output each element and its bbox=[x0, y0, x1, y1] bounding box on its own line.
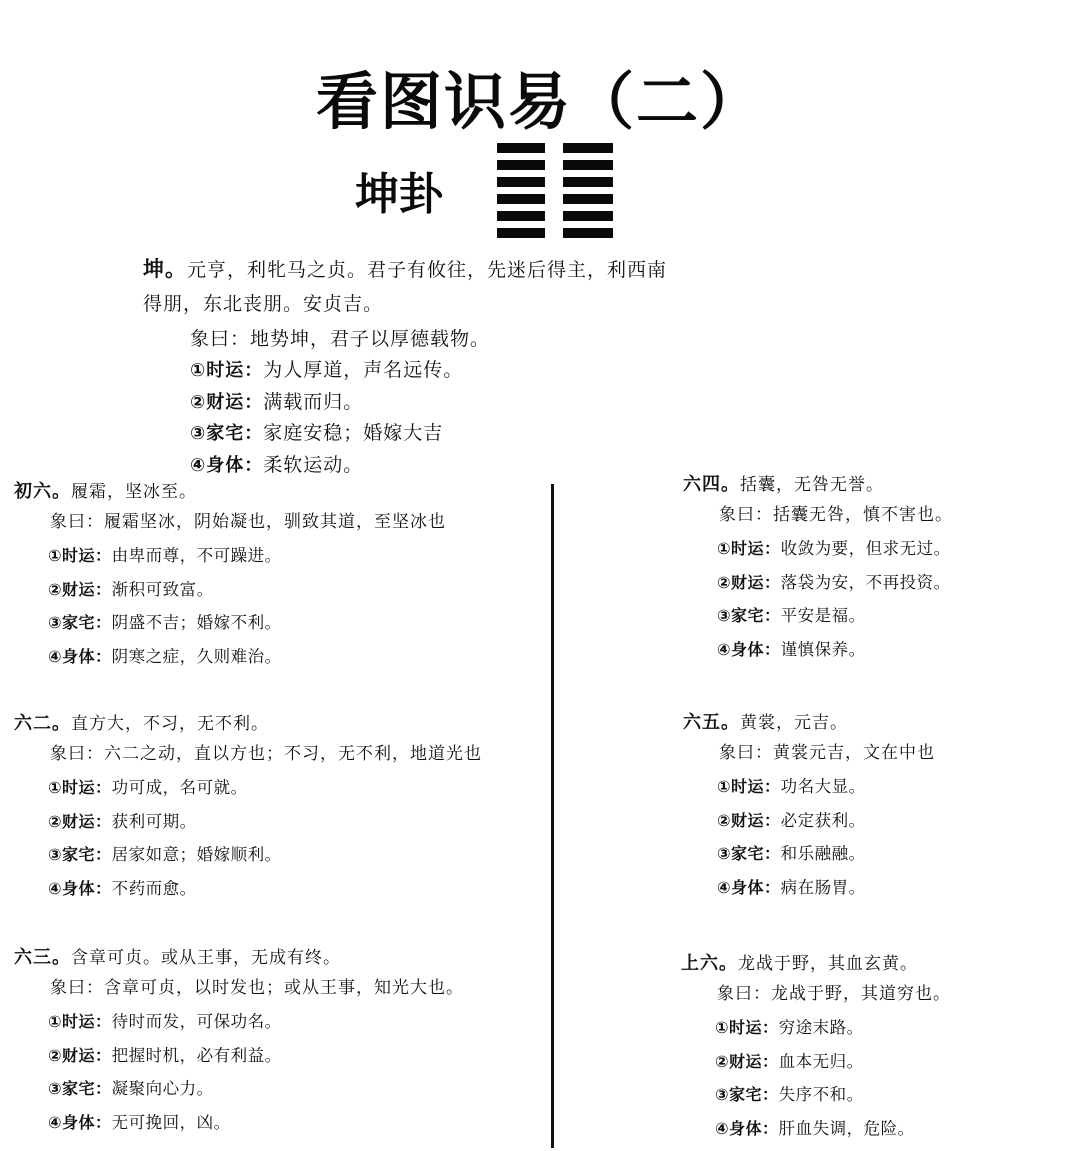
fortune-text: 收敛为要，但求无过。 bbox=[780, 539, 951, 558]
fortune-label: ②财运： bbox=[48, 1045, 112, 1065]
line-section-shang-liu bbox=[681, 950, 1071, 1145]
yin-line-6-left bbox=[497, 143, 545, 153]
fortune-label: ④身体： bbox=[717, 877, 781, 897]
line-text: 直方大，不习，无不利。 bbox=[71, 714, 269, 734]
fortune-item-home bbox=[715, 1078, 1071, 1112]
fortune-text: 居家如意；婚嫁顺利。 bbox=[111, 845, 282, 864]
line-fortune-list bbox=[717, 532, 1073, 666]
line-name: 六三。 bbox=[14, 947, 71, 968]
line-xiang: 象曰：含章可贞，以时发也；或从王事，知光大也。 bbox=[50, 978, 464, 998]
fortune-item-luck bbox=[190, 355, 903, 387]
line-fortune-list bbox=[48, 1005, 534, 1139]
fortune-item-home bbox=[48, 838, 534, 872]
fortune-text: 把握时机，必有利益。 bbox=[111, 1045, 282, 1065]
judgment-text bbox=[143, 252, 903, 321]
line-name: 六四。 bbox=[683, 474, 740, 495]
line-section-chu-liu bbox=[14, 478, 534, 673]
fortune-item-health bbox=[48, 1106, 534, 1140]
fortune-label: ①时运： bbox=[48, 1012, 112, 1031]
fortune-text: 和乐融融。 bbox=[780, 844, 866, 863]
line-name: 初六。 bbox=[14, 481, 71, 502]
fortune-label: ①时运： bbox=[190, 360, 264, 381]
fortune-item-health bbox=[717, 871, 1073, 905]
fortune-item-health bbox=[717, 633, 1073, 667]
fortune-item-luck bbox=[48, 539, 534, 573]
fortune-text: 必定获利。 bbox=[780, 810, 866, 830]
yin-line-4-left bbox=[497, 177, 545, 187]
fortune-item-health bbox=[48, 872, 534, 906]
judgment-text-line-2: 得朋，东北丧朋。安贞吉。 bbox=[143, 293, 384, 315]
fortune-text: 病在肠胃。 bbox=[780, 877, 866, 897]
line-text: 龙战于野，其血玄黄。 bbox=[738, 954, 918, 974]
fortune-label: ①时运： bbox=[717, 777, 781, 796]
hexagram-name: 坤卦 bbox=[355, 169, 443, 220]
fortune-item-luck bbox=[48, 1005, 534, 1039]
fortune-item-wealth bbox=[48, 805, 534, 839]
fortune-label: ①时运： bbox=[717, 539, 781, 558]
yin-line-2-right bbox=[563, 211, 613, 221]
yin-line-5-right bbox=[563, 160, 613, 170]
fortune-item-wealth bbox=[717, 566, 1073, 600]
fortune-label: ④身体： bbox=[715, 1118, 779, 1138]
fortune-text: 平安是福。 bbox=[780, 606, 866, 625]
line-statement bbox=[14, 944, 534, 972]
judgment-xiang: 象曰：地势坤，君子以厚德载物。 bbox=[190, 328, 491, 350]
line-text: 履霜，坚冰至。 bbox=[71, 482, 197, 502]
fortune-label: ②财运： bbox=[715, 1051, 779, 1071]
line-xiang: 象曰：履霜坚冰，阴始凝也，驯致其道，至坚冰也 bbox=[50, 512, 446, 532]
fortune-label: ③家宅： bbox=[48, 1079, 112, 1098]
line-xiang: 象曰：括囊无咎，慎不害也。 bbox=[719, 505, 953, 525]
fortune-text: 功可成，名可就。 bbox=[111, 778, 248, 797]
fortune-text: 落袋为安，不再投资。 bbox=[780, 572, 951, 592]
hexagram-judgment-section bbox=[143, 252, 903, 481]
fortune-text: 功名大显。 bbox=[780, 777, 866, 796]
judgment-fortune-list bbox=[190, 355, 903, 481]
fortune-item-home bbox=[717, 837, 1073, 871]
page-title: 看图识易（二） bbox=[315, 65, 764, 138]
fortune-text: 穷途末路。 bbox=[778, 1018, 864, 1037]
yin-line-4-right bbox=[563, 177, 613, 187]
fortune-item-wealth bbox=[717, 804, 1073, 838]
fortune-text: 阴盛不吉；婚嫁不利。 bbox=[111, 613, 282, 632]
fortune-item-luck bbox=[48, 771, 534, 805]
fortune-item-luck bbox=[717, 770, 1073, 804]
fortune-label: ②财运： bbox=[48, 811, 112, 831]
line-text: 黄裳，元吉。 bbox=[740, 713, 848, 733]
fortune-text: 无可挽回，凶。 bbox=[111, 1112, 231, 1132]
column-divider bbox=[551, 484, 554, 1148]
line-name: 上六。 bbox=[681, 953, 738, 974]
line-section-liu-san bbox=[14, 944, 534, 1139]
fortune-text: 谨慎保养。 bbox=[780, 639, 866, 659]
fortune-item-wealth bbox=[48, 1039, 534, 1073]
line-text: 含章可贞。或从王事，无成有终。 bbox=[71, 948, 341, 968]
fortune-label: ④身体： bbox=[48, 878, 112, 898]
fortune-label: ②财运： bbox=[190, 391, 264, 413]
fortune-text: 获利可期。 bbox=[111, 811, 197, 831]
fortune-text: 血本无归。 bbox=[778, 1051, 864, 1071]
fortune-text: 柔软运动。 bbox=[263, 453, 364, 476]
yin-line-1-left bbox=[497, 228, 545, 238]
line-statement bbox=[683, 709, 1073, 737]
fortune-label: ④身体： bbox=[717, 639, 781, 659]
line-statement bbox=[683, 471, 1073, 499]
fortune-item-home bbox=[190, 418, 903, 450]
fortune-label: ①时运： bbox=[715, 1018, 779, 1037]
fortune-label: ③家宅： bbox=[715, 1085, 779, 1104]
fortune-item-luck bbox=[717, 532, 1073, 566]
fortune-item-home bbox=[48, 606, 534, 640]
line-section-liu-er bbox=[14, 710, 534, 905]
fortune-label: ③家宅： bbox=[717, 606, 781, 625]
fortune-text: 阴寒之症，久则难治。 bbox=[111, 646, 282, 666]
judgment-text-line-1: 元亨，利牝马之贞。君子有攸往，先迷后得主，利西南 bbox=[187, 259, 668, 281]
line-text: 括囊，无咎无誉。 bbox=[740, 475, 884, 495]
fortune-text: 渐积可致富。 bbox=[111, 579, 214, 599]
fortune-label: ③家宅： bbox=[190, 423, 264, 445]
fortune-text: 待时而发，可保功名。 bbox=[111, 1012, 282, 1031]
fortune-item-home bbox=[717, 599, 1073, 633]
line-xiang: 象曰：龙战于野，其道穷也。 bbox=[717, 984, 951, 1004]
line-section-liu-wu bbox=[683, 709, 1073, 904]
line-name: 六五。 bbox=[683, 712, 740, 733]
fortune-label: ④身体： bbox=[48, 646, 112, 666]
fortune-text: 失序不和。 bbox=[778, 1085, 864, 1104]
fortune-label: ③家宅： bbox=[48, 845, 112, 864]
line-xiang: 象曰：黄裳元吉，文在中也 bbox=[719, 743, 935, 763]
judgment-name: 坤。 bbox=[143, 256, 187, 281]
fortune-item-wealth bbox=[48, 573, 534, 607]
yin-line-3-left bbox=[497, 194, 545, 204]
fortune-text: 不药而愈。 bbox=[111, 878, 197, 898]
fortune-label: ①时运： bbox=[48, 546, 112, 565]
line-xiang: 象曰：六二之动，直以方也；不习，无不利，地道光也 bbox=[50, 744, 482, 764]
fortune-item-wealth bbox=[190, 387, 903, 419]
yin-line-2-left bbox=[497, 211, 545, 221]
fortune-item-luck bbox=[715, 1011, 1071, 1045]
fortune-label: ②财运： bbox=[717, 810, 781, 830]
yin-line-6-right bbox=[563, 143, 613, 153]
yin-line-5-left bbox=[497, 160, 545, 170]
fortune-text: 为人厚道，声名远传。 bbox=[263, 359, 464, 381]
line-fortune-list bbox=[717, 770, 1073, 904]
fortune-item-health bbox=[715, 1112, 1071, 1146]
fortune-item-home bbox=[48, 1072, 534, 1106]
fortune-text: 由卑而尊，不可躁进。 bbox=[111, 546, 282, 565]
fortune-label: ④身体： bbox=[48, 1112, 112, 1132]
line-fortune-list bbox=[715, 1011, 1071, 1145]
fortune-text: 满载而归。 bbox=[263, 390, 364, 413]
line-name: 六二。 bbox=[14, 713, 71, 734]
fortune-label: ①时运： bbox=[48, 778, 112, 797]
fortune-label: ④身体： bbox=[190, 454, 264, 476]
line-statement bbox=[14, 710, 534, 738]
fortune-text: 凝聚向心力。 bbox=[111, 1079, 214, 1098]
line-statement bbox=[681, 950, 1071, 978]
fortune-item-wealth bbox=[715, 1045, 1071, 1079]
fortune-text: 肝血失调，危险。 bbox=[778, 1118, 915, 1138]
fortune-label: ③家宅： bbox=[717, 844, 781, 863]
fortune-item-health bbox=[48, 640, 534, 674]
fortune-label: ②财运： bbox=[48, 579, 112, 599]
yin-line-3-right bbox=[563, 194, 613, 204]
line-statement bbox=[14, 478, 534, 506]
fortune-label: ②财运： bbox=[717, 572, 781, 592]
line-fortune-list bbox=[48, 539, 534, 673]
line-fortune-list bbox=[48, 771, 534, 905]
fortune-label: ③家宅： bbox=[48, 613, 112, 632]
line-section-liu-si bbox=[683, 471, 1073, 666]
yin-line-1-right bbox=[563, 228, 613, 238]
fortune-text: 家庭安稳；婚嫁大吉 bbox=[263, 422, 444, 445]
